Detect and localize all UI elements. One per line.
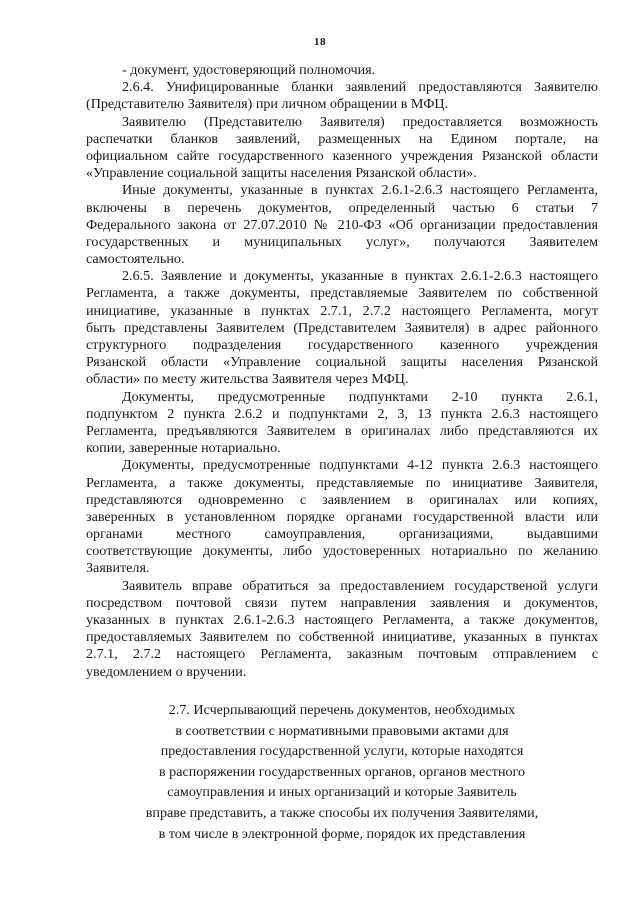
- paragraph-line: заверенных в установленном порядке органами государственной власти или: [86, 508, 598, 525]
- paragraph-line: самостоятельно.: [86, 251, 185, 268]
- paragraph-line: Документы, предусмотренные подпунктами 4-12 пункта 2.6.3 настоящего: [122, 457, 598, 474]
- heading-line: в распоряжении государственных органов, органов местного: [158, 763, 526, 780]
- heading-line: в соответствии с нормативными правовыми актами для: [175, 722, 509, 739]
- paragraph-line: указанных в пунктах 2.6.1-2.6.3 настоящего Регламента, а также документов,: [86, 612, 598, 628]
- paragraph-line: инициативе, указанные в пунктах 2.7.1, 2.7.2 настоящего Регламента, могут: [86, 302, 598, 319]
- heading-line: вправе представить, а также способы их получения Заявителями,: [145, 804, 539, 821]
- paragraph-line: распечатки бланков заявлений, размещенных на Едином портале, на: [86, 130, 598, 147]
- paragraph-line: копии, заверенные нотариально.: [86, 440, 281, 457]
- paragraph-line: Регламента, предъявляются Заявителем в оригиналах либо представляются их: [86, 422, 598, 439]
- paragraph-line: 2.6.5. Заявление и документы, указанные в пунктах 2.6.1-2.6.3 настоящего: [122, 268, 598, 285]
- paragraph-line: Заявителю (Представителю Заявителя) предоставляется возможность: [122, 113, 598, 130]
- paragraph-line: Заявителя.: [86, 560, 150, 577]
- paragraph-line: - документ, удостоверяющий полномочия.: [122, 62, 376, 78]
- paragraph-line: государственных и муниципальных услуг», получаются Заявителем: [86, 233, 598, 250]
- heading-line: в том числе в электронной форме, порядок их представления: [158, 825, 526, 842]
- paragraph-line: 2.7.1, 2.7.2 настоящего Регламента, заказным почтовым отправлением с: [86, 646, 598, 663]
- paragraph-line: Иные документы, указанные в пунктах 2.6.1-2.6.3 настоящего Регламента,: [122, 182, 598, 199]
- paragraph-line: Рязанской области «Управление социальной защиты населения Рязанской: [86, 354, 598, 371]
- paragraph-line: Регламента, а также документы, представляемые Заявителем по собственной: [86, 285, 598, 302]
- paragraph-line: Федерального закона от 27.07.2010 № 210-ФЗ «Об организации предоставления: [86, 216, 598, 233]
- heading-line: 2.7. Исчерпывающий перечень документов, необходимых: [168, 702, 516, 718]
- heading-line: самоуправления и иных организаций и которые Заявитель: [167, 784, 517, 801]
- paragraph-line: Документы, предусмотренные подпунктами 2-10 пункта 2.6.1,: [122, 388, 598, 405]
- paragraph-line: органами местного самоуправления, организациями, выдавшими: [86, 526, 598, 543]
- paragraph-line: соответствующие документы, либо удостоверенных нотариально по желанию: [86, 543, 598, 560]
- paragraph-line: Заявитель вправе обратиться за предоставлением государственой услуги: [122, 577, 598, 594]
- section-heading: [86, 700, 598, 844]
- paragraph-line: структурного подразделения государственного казенного учреждения: [86, 337, 598, 353]
- paragraph-line: подпунктом 2 пункта 2.6.2 и подпунктами 2, 3, 13 пункта 2.6.3 настоящего: [86, 405, 598, 422]
- paragraph-line: Регламента, а также документы, представляемые по инициативе Заявителя,: [86, 474, 598, 491]
- paragraph-line: быть представлены Заявителем (Представителем Заявителя) в адрес районного: [86, 319, 598, 336]
- paragraph-line: «Управление социальной защиты населения Рязанской области».: [86, 165, 477, 182]
- paragraph-line: области» по месту жительства Заявителя через МФЦ.: [86, 371, 409, 388]
- paragraph-line: официальном сайте государственного казенного учреждения Рязанской области: [86, 147, 598, 164]
- paragraph-line: посредством почтовой связи путем направления заявления и документов,: [86, 594, 598, 611]
- paragraph-line: (Представителю Заявителя) при личном обращении в МФЦ.: [86, 96, 449, 113]
- paragraph-line: представляются одновременно с заявлением в оригиналах или копиях,: [86, 491, 598, 508]
- paragraph-line: включены в перечень документов, определенный частью 6 статьи 7: [86, 199, 598, 216]
- heading-line: предоставления государственной услуги, которые находятся: [160, 743, 524, 760]
- page-number: 18: [314, 36, 326, 48]
- body-text: [86, 62, 598, 681]
- paragraph-line: 2.6.4. Унифицированные бланки заявлений предоставляются Заявителю: [122, 79, 598, 96]
- paragraph-line: уведомлением о вручении.: [86, 663, 247, 680]
- paragraph-line: предоставляемых Заявителем по собственной инициативе, указанных в пунктах: [86, 629, 598, 646]
